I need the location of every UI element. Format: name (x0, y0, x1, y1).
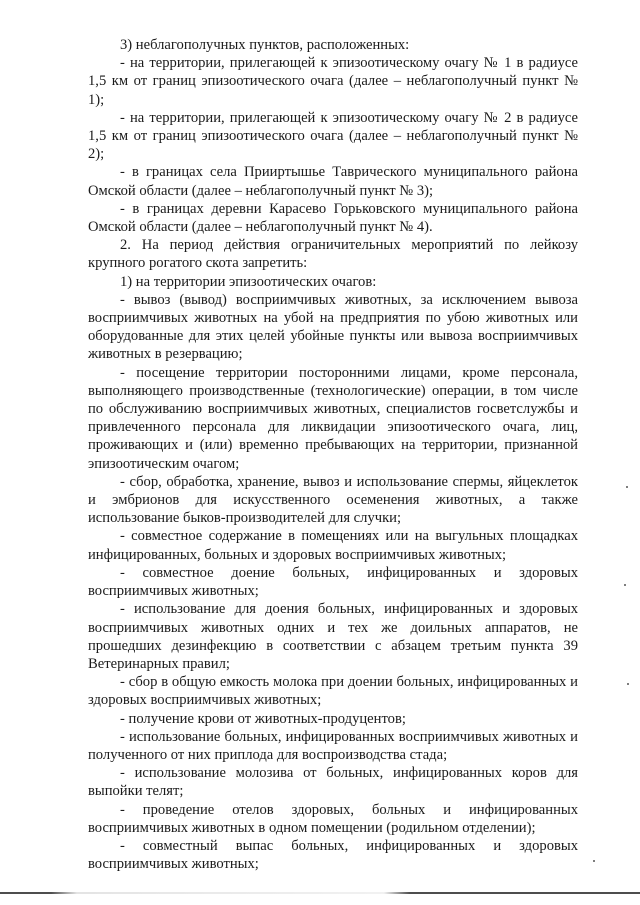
paragraph: - на территории, прилегающей к эпизоотическому очагу № 1 в радиусе 1,5 км от границ эпизоотического очага (далее – неблагополучный пункт № 1); (88, 55, 578, 108)
paragraph: - использование молозива от больных, инфицированных коров для выпойки телят; (88, 765, 578, 800)
paragraph: - получение крови от животных-продуцентов; (120, 710, 406, 727)
paragraph: 2. На период действия ограничительных мероприятий по лейкозу крупного рогатого скота запретить: (88, 237, 578, 272)
paragraph: - сбор в общую емкость молока при доении больных, инфицированных и здоровых восприимчивых животных; (88, 674, 578, 709)
paragraph: - совместное доение больных, инфицированных и здоровых восприимчивых животных; (88, 564, 578, 600)
paragraph: - сбор, обработка, хранение, вывоз и использование спермы, яйцеклеток и эмбрионов для искусственного осеменения животных, а также использование быков-производителей для случки; (88, 473, 578, 527)
paragraph: - совместный выпас больных, инфицированных и здоровых восприимчивых животных; (88, 837, 578, 873)
paragraph: - в границах села Прииртышье Таврического муниципального района Омской области (далее – неблагополучный пункт № 3); (88, 164, 578, 199)
scan-speck (593, 860, 595, 862)
paragraph: - использование больных, инфицированных восприимчивых животных и полученного от них приплода для воспроизводства стада; (88, 728, 578, 763)
scan-speck (627, 683, 629, 685)
paragraph: - совместное содержание в помещениях или на выгульных площадках инфицированных, больных и здоровых восприимчивых животных; (88, 528, 578, 563)
paragraph: 1) на территории эпизоотических очагов: (120, 273, 377, 290)
paragraph: - на территории, прилегающей к эпизоотическому очагу № 2 в радиусе 1,5 км от границ эпизоотического очага (далее – неблагополучный пункт № 2); (88, 109, 578, 163)
paragraph: - вывоз (вывод) восприимчивых животных, за исключением вывоза восприимчивых животных на убой на предприятия по убою животных или оборудованные для этих целей убойные пункты или вывоза восприимчивых животных в резервацию; (88, 291, 578, 363)
document-body (88, 36, 578, 873)
scan-speck (624, 584, 626, 586)
scan-speck (626, 486, 628, 488)
paragraph: - использование для доения больных, инфицированных и здоровых восприимчивых животных одних и тех же доильных аппаратов, не прошедших дезинфекцию в соответствии с абзацем третьим пункта 39 Ветеринарных правил; (88, 601, 578, 672)
paragraph: - проведение отелов здоровых, больных и инфицированных восприимчивых животных в одном помещении (родильном отделении); (88, 801, 578, 836)
paragraph: 3) неблагополучных пунктов, расположенных: (120, 37, 410, 53)
scan-edge-line (0, 892, 640, 894)
paragraph: - посещение территории посторонними лицами, кроме персонала, выполняющего производственные (технологические) операции, в том числе по обслуживанию восприимчивых животных, специалистов госветслужбы и привлеченного персонала для ликвидации эпизоотического очага, лиц, проживающих и (или) временно пребывающих на территории, признанной эпизоотическим очагом; (88, 364, 578, 472)
paragraph: - в границах деревни Карасево Горьковского муниципального района Омской области (далее – неблагополучный пункт № 4). (88, 200, 578, 236)
